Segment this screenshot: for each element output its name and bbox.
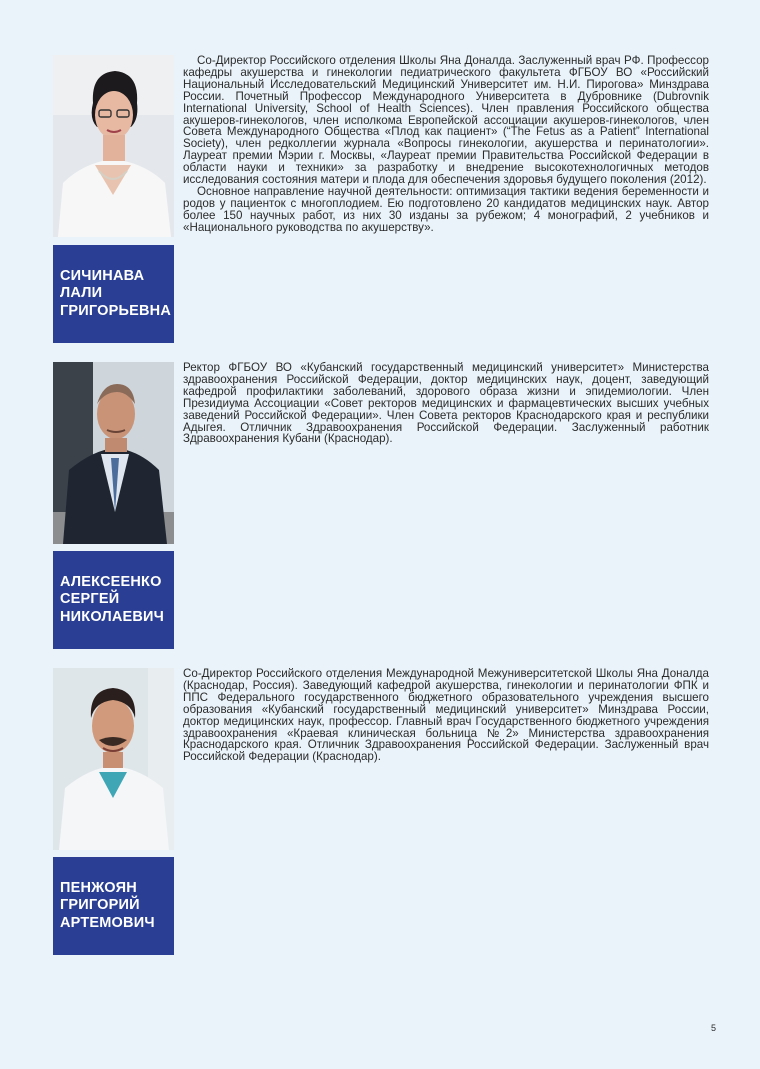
name-line: ЛАЛИ [60,285,103,302]
bio-paragraph: Ректор ФГБОУ ВО «Кубанский государственный медицинский университет» Министерства здравоохранения Российской Федерации, доктор медицинских наук, доцент, заведующий кафедрой профилактики заболеваний, здорового образа жизни и эпидемиологии. Член Президиума Ассоциации «Совет ректоров медицинских и фармацевтических высших учебных заведений Российской Федерации». Член Совета ректоров Краснодарского края и республики Адыгея. Отличник Здравоохранения Российской Федерации. Заслуженный работник Здравоохранения Кубани (Краснодар). [183,361,709,446]
name-line: ПЕНЖОЯН [60,879,137,896]
person-bio [183,55,709,234]
person-bio [183,362,709,445]
name-line: ГРИГОРЬЕВНА [60,302,171,319]
name-line: СИЧИНАВА [60,267,145,284]
person-name-box [53,551,174,649]
person-name-box [53,857,174,955]
person-bio [183,668,709,763]
name-line: СЕРГЕЙ [60,591,120,608]
portrait-photo [53,668,174,850]
bio-paragraph: Со-Директор Российского отделения Школы Яна Доналда. Заслуженный врач РФ. Профессор кафедры акушерства и гинекологии педиатрического факультета ФГБОУ ВО «Российский Национальный Исследовательский Медицинский Университет им. Н.И. Пирогова» Минздрава России. Почетный Профессор Международного Университета в Дубровнике (Dubrovnik International University, School of Health Sciences). Член правления Российского общества акушеров-гинекологов, член исполкома Европейской ассоциации акушеров-гинекологов, член Совета Международного Общества «Плод как пациент» (“The Fetus as a Patient” International Society), член редколлегии журнала «Вопросы гинекологии, акушерства и перинатологии». Лауреат премии Мэрии г. Москвы, «Лауреат премии Правительства Российской Федерации в области науки и техники» за разработку и внедрение высокотехнологичных методов исследования состояния матери и плода для обеспечения здоровья будущего поколения (2012). [183,54,709,187]
name-line: АРТЕМОВИЧ [60,914,155,931]
page-number: 5 [711,1023,717,1033]
person-name-box [53,245,174,343]
portrait-illustration [53,362,174,544]
portrait-illustration [53,55,174,237]
name-line: АЛЕКСЕЕНКО [60,573,162,590]
bio-paragraph: Основное направление научной деятельности: оптимизация тактики ведения беременности и родов у пациенток с многоплодием. Ею подготовлено 20 кандидатов медицинских наук. Автор более 150 научных работ, из них 30 изданы за рубежом; 4 монографий, 2 учебников и «Национального руководства по акушерству». [183,184,709,234]
name-line: ГРИГОРИЙ [60,897,140,914]
portrait-photo [53,362,174,544]
portrait-photo [53,55,174,237]
name-line: НИКОЛАЕВИЧ [60,608,165,625]
portrait-illustration [53,668,174,850]
bio-paragraph: Со-Директор Российского отделения Международной Межуниверситетской Школы Яна Доналда (Краснодар, Россия). Заведующий кафедрой акушерства, гинекологии и перинатологии ФПК и ППС Федерального государственного бюджетного образовательного учреждения высшего образования «Кубанский государственный медицинский университет» Минздрава России, доктор медицинских наук, профессор. Главный врач Государственного бюджетного учреждения здравоохранения «Краевая клиническая больница №2» Министерства здравоохранения Краснодарского края. Отличник Здравоохранения Российской Федерации. Заслуженный врач Российской Федерации (Краснодар). [183,667,709,764]
